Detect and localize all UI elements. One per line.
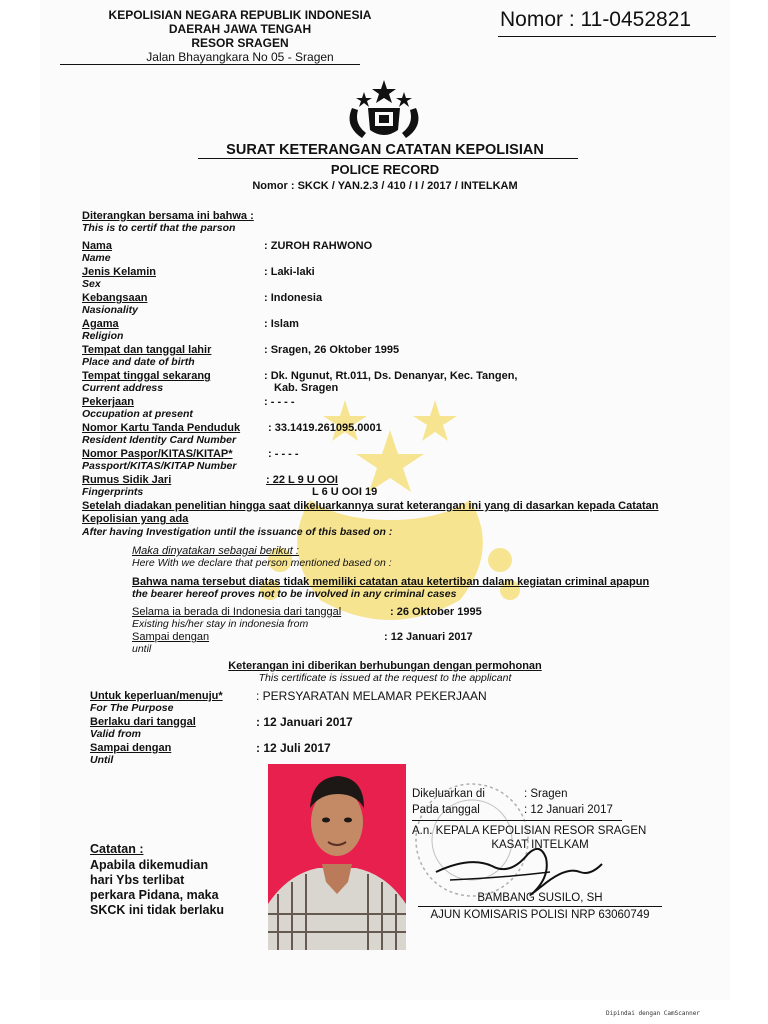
- field-name-label: Nama: [82, 240, 112, 252]
- field-birth-label: Tempat dan tanggal lahir: [82, 344, 212, 356]
- document-number: Nomor : 11-0452821: [500, 8, 692, 31]
- field-name-value: : ZUROH RAHWONO: [264, 240, 373, 252]
- header-address: Jalan Bhayangkara No 05 - Sragen: [146, 50, 334, 64]
- field-nik-value: : 33.1419.261095.0001: [268, 422, 382, 434]
- official-name-underline: [418, 906, 662, 907]
- field-sex-label-en: Sex: [82, 278, 101, 290]
- valid-until-label: Sampai dengan: [90, 742, 172, 754]
- field-address-value: : Dk. Ngunut, Rt.011, Ds. Denanyar, Kec. Tangen,: [264, 370, 518, 382]
- valid-until-value: : 12 Juli 2017: [256, 741, 331, 755]
- investigation-en: After having Investigation until the issuance of this based on :: [82, 526, 393, 538]
- field-occupation-label-en: Occupation at present: [82, 408, 193, 420]
- issued-place-label: Dikeluarkan di: [412, 788, 485, 800]
- valid-from-label: Berlaku dari tanggal: [90, 716, 196, 728]
- applicant-portrait-icon: [268, 764, 406, 950]
- stay-from-en: Existing his/her stay in indonesia from: [132, 618, 309, 630]
- issued-place-value: : Sragen: [524, 788, 568, 800]
- reference-number: Nomor : SKCK / YAN.2.3 / 410 / I / 2017 / INTELKAM: [252, 180, 518, 192]
- stay-from-value: : 26 Oktober 1995: [390, 606, 482, 618]
- statement-id: Bahwa nama tersebut diatas tidak memiliki catatan atau ketertiban dalam kegiatan criminal apapun: [132, 576, 650, 588]
- request-id: Keterangan ini diberikan berhubungan dengan permohonan: [228, 660, 542, 672]
- header-divider: [60, 64, 360, 65]
- applicant-photo: [268, 764, 406, 950]
- field-nik-label: Nomor Kartu Tanda Penduduk: [82, 422, 241, 434]
- field-fingerprint-value: : 22 L 9 U OOI: [266, 474, 338, 486]
- title-underline: [198, 158, 578, 159]
- issued-date-value: : 12 Januari 2017: [524, 804, 613, 816]
- investigation-id-2: Kepolisian yang ada: [82, 513, 189, 525]
- field-address-value-2: Kab. Sragen: [274, 382, 339, 394]
- request-en: This certificate is issued at the request to the applicant: [258, 672, 512, 684]
- police-emblem-icon: [342, 78, 426, 144]
- field-address-label-en: Current address: [82, 382, 164, 394]
- number-underline: [498, 36, 716, 37]
- field-nationality-label: Kebangsaan: [82, 292, 148, 304]
- field-passport-value: : - - - -: [268, 448, 299, 460]
- document-subtitle: POLICE RECORD: [330, 162, 440, 177]
- header-line-1: KEPOLISIAN NEGARA REPUBLIK INDONESIA: [108, 8, 372, 22]
- field-religion-label-en: Religion: [82, 330, 124, 342]
- field-nationality-label-en: Nasionality: [82, 304, 139, 316]
- field-fingerprint-label-en: Fingerprints: [82, 486, 144, 498]
- field-sex-value: : Laki-laki: [264, 266, 315, 278]
- document-title: SURAT KETERANGAN CATATAN KEPOLISIAN: [226, 142, 544, 158]
- field-religion-value: : Islam: [264, 318, 299, 330]
- intro-en: This is to certif that the parson: [82, 222, 236, 234]
- issued-unit: KASAT INTELKAM: [491, 839, 589, 851]
- field-nationality-value: : Indonesia: [264, 292, 323, 304]
- field-birth-label-en: Place and date of birth: [82, 356, 195, 368]
- valid-from-value: : 12 Januari 2017: [256, 715, 353, 729]
- field-fingerprint-value-2: L 6 U OOI 19: [312, 486, 378, 498]
- header-line-3: RESOR SRAGEN: [191, 36, 289, 50]
- catatan-line-4: SKCK ini tidak berlaku: [90, 903, 225, 917]
- declare-en: Here With we declare that person mentioned based on :: [132, 557, 392, 569]
- issued-date-label: Pada tanggal: [412, 804, 480, 816]
- scanner-footer: Dipindai dengan CamScanner: [606, 1010, 700, 1017]
- issued-on-behalf: A.n. KEPALA KEPOLISIAN RESOR SRAGEN: [412, 825, 647, 837]
- purpose-value: : PERSYARATAN MELAMAR PEKERJAAN: [256, 689, 487, 703]
- declare-id: Maka dinyatakan sebagai berikut :: [132, 545, 299, 557]
- field-passport-label: Nomor Paspor/KITAS/KITAP*: [82, 448, 233, 460]
- field-religion-label: Agama: [82, 318, 119, 330]
- stay-from-label: Selama ia berada di Indonesia dari tanggal: [132, 606, 342, 618]
- purpose-label-en: For The Purpose: [90, 702, 174, 714]
- stay-until-en: until: [132, 643, 152, 655]
- statement-en: the bearer hereof proves not to be involved in any criminal cases: [132, 588, 457, 600]
- purpose-label: Untuk keperluan/menuju*: [90, 690, 223, 702]
- field-address-label: Tempat tinggal sekarang: [82, 370, 211, 382]
- field-passport-label-en: Passport/KITAS/KITAP Number: [82, 460, 237, 472]
- catatan-title: Catatan :: [90, 842, 144, 856]
- official-name: BAMBANG SUSILO, SH: [477, 892, 603, 904]
- investigation-id-1: Setelah diadakan penelitian hingga saat dikeluarkannya surat keterangan ini yang di dasarkan kepada Catatan: [82, 500, 659, 512]
- field-nik-label-en: Resident Identity Card Number: [82, 434, 237, 446]
- field-fingerprint-label: Rumus Sidik Jari: [82, 474, 172, 486]
- official-rank: AJUN KOMISARIS POLISI NRP 63060749: [430, 909, 650, 921]
- valid-from-label-en: Valid from: [90, 728, 141, 740]
- field-occupation-label: Pekerjaan: [82, 396, 134, 408]
- field-sex-label: Jenis Kelamin: [82, 266, 156, 278]
- field-occupation-value: : - - - -: [264, 396, 295, 408]
- catatan-line-2: hari Ybs terlibat: [90, 873, 185, 887]
- field-name-label-en: Name: [82, 252, 111, 264]
- intro-id: Diterangkan bersama ini bahwa :: [82, 210, 254, 222]
- stay-until-value: : 12 Januari 2017: [384, 631, 473, 643]
- catatan-line-1: Apabila dikemudian: [90, 858, 209, 872]
- valid-until-label-en: Until: [90, 754, 114, 766]
- catatan-line-3: perkara Pidana, maka: [90, 888, 219, 902]
- stay-until-label: Sampai dengan: [132, 631, 210, 643]
- header-line-2: DAERAH JAWA TENGAH: [168, 22, 312, 36]
- field-birth-value: : Sragen, 26 Oktober 1995: [264, 344, 400, 356]
